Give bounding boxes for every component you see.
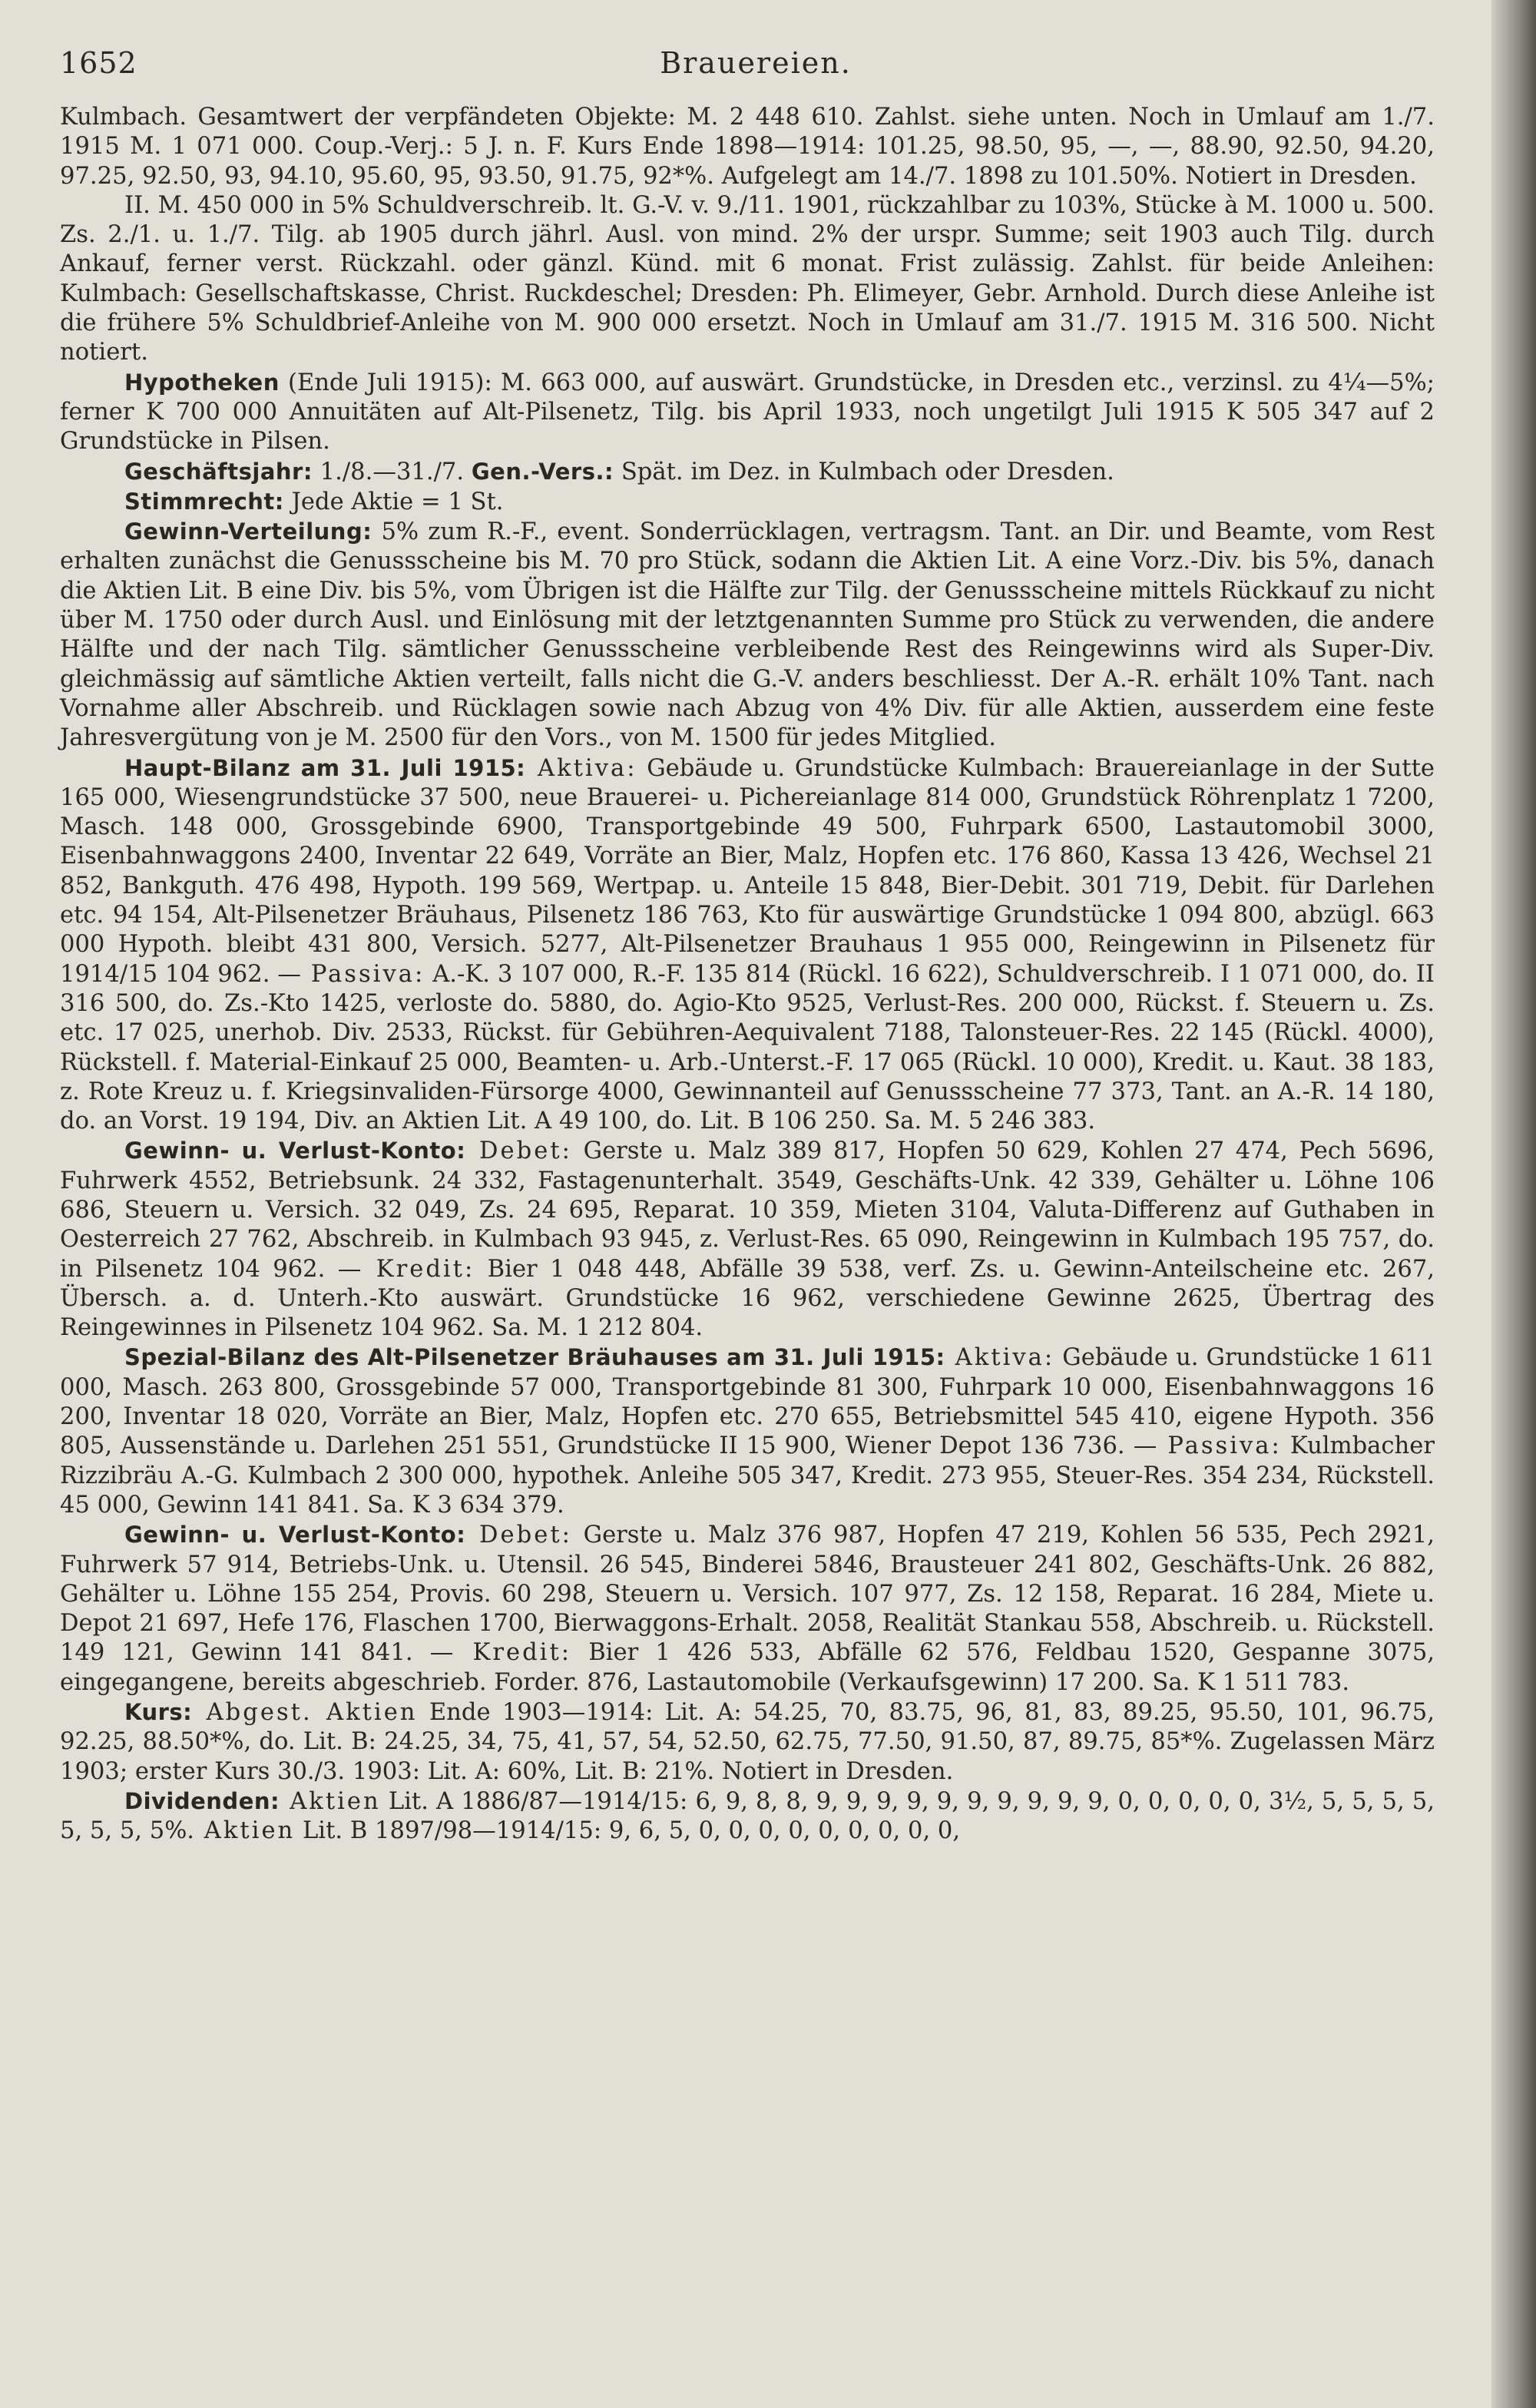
paragraph-hypotheken: Hypotheken (Ende Juli 1915): M. 663 000, auf auswärt. Grundstücke, in Dresden etc., verzinsl. zu 4¼—5%; ferner K 700 000 Annuitäten auf Alt-Pilsenetz, Tilg. bis April 1933, noch ungetilgt Juli 1915 K 505 347 auf 2 Grundstücke in Pilsen. [60, 369, 1435, 455]
section-head: Geschäftsjahr: [124, 458, 313, 485]
body-text [60, 103, 1435, 1847]
section-head: Hypotheken [124, 369, 280, 396]
running-head: Brauereien. [660, 46, 852, 80]
page-number: 1652 [60, 46, 137, 80]
section-head: Kurs: [124, 1699, 193, 1726]
book-gutter-shadow [1491, 0, 1536, 2408]
section-head: Gewinn-Verteilung: [124, 518, 372, 545]
paragraph-geschaeftsjahr: Geschäftsjahr: 1./8.—31./7. Gen.-Vers.: Spät. im Dez. in Kulmbach oder Dresden. [124, 458, 1114, 485]
paragraph-spezial-bilanz: Spezial-Bilanz des Alt-Pilsenetzer Bräuhauses am 31. Juli 1915: Aktiva: Gebäude u. Grundstücke 1 611 000, Masch. 263 800, Grossgebinde 57 000, Transportgebinde 81 300, Fuhrpark 10 000, Eisenbahnwaggons 16 200, Inventar 18 020, Vorräte an Bier, Malz, Hopfen etc. 270 655, Betriebsmittel 545 410, eigene Hypoth. 356 805, Aussenstände u. Darlehen 251 551, Grundstücke II 15 900, Wiener Depot 136 736. — Passiva: Kulmbacher Rizzibräu A.-G. Kulmbach 2 300 000, hypothek. Anleihe 505 347, Kredit. 273 955, Steuer-Res. 354 234, Rückstell. 45 000, Gewinn 141 841. Sa. K 3 634 379. [60, 1344, 1435, 1519]
paragraph-anleihe-ii: II. M. 450 000 in 5% Schuldverschreib. lt. G.-V. v. 9./11. 1901, rückzahlbar zu 103%, Stücke à M. 1000 u. 500. Zs. 2./1. u. 1./7. Tilg. ab 1905 durch jährl. Ausl. von mind. 2% der urspr. Summe; seit 1903 auch Tilg. durch Ankauf, ferner verst. Rückzahl. oder gänzl. Künd. mit 6 monat. Frist zulässig. Zahlst. für beide Anleihen: Kulmbach: Gesellschaftskasse, Christ. Ruckdeschel; Dresden: Ph. Elimeyer, Gebr. Arnhold. Durch diese Anleihe ist die frühere 5% Schuldbrief-Anleihe von M. 900 000 ersetzt. Noch in Umlauf am 31./7. 1915 M. 316 500. Nicht notiert. [60, 191, 1435, 366]
section-head: Stimmrecht: [124, 488, 284, 515]
paragraph-kurs: Kurs: Abgest. Aktien Ende 1903—1914: Lit. A: 54.25, 70, 83.75, 96, 81, 83, 89.25, 95.50, 101, 96.75, 92.25, 88.50*%, do. Lit. B: 24.25, 34, 75, 41, 57, 54, 52.50, 62.75, 77.50, 91.50, 87, 89.75, 85*%. Zugelassen März 1903; erster Kurs 30./3. 1903: Lit. A: 60%, Lit. B: 21%. Notiert in Dresden. [60, 1699, 1435, 1785]
section-head: Spezial-Bilanz des Alt-Pilsenetzer Bräuhauses am 31. Juli 1915: [124, 1344, 945, 1371]
paragraph-gewinn-verlust-pilsenetz: Gewinn- u. Verlust-Konto: Debet: Gerste u. Malz 376 987, Hopfen 47 219, Kohlen 56 535, Pech 2921, Fuhrwerk 57 914, Betriebs-Unk. u. Utensil. 26 545, Binderei 5846, Brausteuer 241 802, Geschäfts-Unk. 26 882, Gehälter u. Löhne 155 254, Provis. 60 298, Steuern u. Versich. 107 977, Zs. 12 158, Reparat. 16 284, Miete u. Depot 21 697, Hefe 176, Flaschen 1700, Bierwaggons-Erhalt. 2058, Realität Stankau 558, Abschreib. u. Rückstell. 149 121, Gewinn 141 841. — Kredit: Bier 1 426 533, Abfälle 62 576, Feldbau 1520, Gespanne 3075, eingegangene, bereits abgeschrieb. Forder. 876, Lastautomobile (Verkaufsgewinn) 17 200. Sa. K 1 511 783. [60, 1522, 1435, 1696]
section-head: Gen.-Vers.: [471, 458, 614, 485]
paragraph-gewinn-verlust-kulmbach: Gewinn- u. Verlust-Konto: Debet: Gerste u. Malz 389 817, Hopfen 50 629, Kohlen 27 474, Pech 5696, Fuhrwerk 4552, Betriebsunk. 24 332, Fastagenunterhalt. 3549, Geschäfts-Unk. 42 339, Gehälter u. Löhne 106 686, Steuern u. Versich. 32 049, Zs. 24 695, Reparat. 10 359, Mieten 3104, Valuta-Differenz auf Guthaben in Oesterreich 27 762, Abschreib. in Kulmbach 93 945, z. Verlust-Res. 65 090, Reingewinn in Kulmbach 195 757, do. in Pilsenetz 104 962. — Kredit: Bier 1 048 448, Abfälle 39 538, verf. Zs. u. Gewinn-Anteilscheine etc. 267, Übersch. a. d. Unterh.-Kto auswärt. Grundstücke 16 962, verschiedene Gewinne 2625, Übertrag des Reingewinnes in Pilsenetz 104 962. Sa. M. 1 212 804. [60, 1138, 1435, 1342]
section-head: Gewinn- u. Verlust-Konto: [124, 1522, 466, 1548]
section-head: Dividenden: [124, 1787, 280, 1814]
page-header [60, 46, 1452, 84]
section-head: Gewinn- u. Verlust-Konto: [124, 1138, 466, 1164]
paragraph-stimmrecht: Stimmrecht: Jede Aktie = 1 St. [124, 488, 504, 515]
paragraph-gewinn-verteilung: Gewinn-Verteilung: 5% zum R.-F., event. Sonderrücklagen, vertragsm. Tant. an Dir. und Beamte, vom Rest erhalten zunächst die Genussscheine bis M. 70 pro Stück, sodann die Aktien Lit. A eine Vorz.-Div. bis 5%, danach die Aktien Lit. B eine Div. bis 5%, vom Übrigen ist die Hälfte zur Tilg. der Genussscheine mittels Rückkauf zu nicht über M. 1750 oder durch Ausl. und Einlösung mit der letztgenannten Summe pro Stück zu verwenden, die andere Hälfte und der nach Tilg. sämtlicher Genussscheine verbleibende Rest des Reingewinns wird als Super-Div. gleichmässig auf sämtliche Aktien verteilt, falls nicht die G.-V. anders beschliesst. Der A.-R. erhält 10% Tant. nach Vornahme aller Abschreib. und Rücklagen sowie nach Abzug von 4% Div. für alle Aktien, ausserdem eine feste Jahresvergütung von je M. 2500 für den Vors., von M. 1500 für jedes Mitglied. [60, 518, 1435, 752]
paragraph-anleihe-i: Kulmbach. Gesamtwert der verpfändeten Objekte: M. 2 448 610. Zahlst. siehe unten. Noch in Umlauf am 1./7. 1915 M. 1 071 000. Coup.-Verj.: 5 J. n. F. Kurs Ende 1898—1914: 101.25, 98.50, 95, —, —, 88.90, 92.50, 94.20, 97.25, 92.50, 93, 94.10, 95.60, 95, 93.50, 91.75, 92*%. Aufgelegt am 14./7. 1898 zu 101.50%. Notiert in Dresden. [60, 104, 1435, 190]
paragraph-dividenden: Dividenden: Aktien Lit. A 1886/87—1914/15: 6, 9, 8, 8, 9, 9, 9, 9, 9, 9, 9, 9, 9, 9, 0, 0, 0, 0, 0, 3½, 5, 5, 5, 5, 5, 5, 5, 5%. Aktien Lit. B 1897/98—1914/15: 9, 6, 5, 0, 0, 0, 0, 0, 0, 0, 0, 0, [60, 1787, 1435, 1845]
paragraph-haupt-bilanz: Haupt-Bilanz am 31. Juli 1915: Aktiva: Gebäude u. Grundstücke Kulmbach: Brauereianlage in der Sutte 165 000, Wiesengrundstücke 37 500, neue Brauerei- u. Pichereianlage 814 000, Grundstück Röhrenplatz 1 7200, Masch. 148 000, Grossgebinde 6900, Transportgebinde 49 500, Fuhrpark 6500, Lastautomobil 3000, Eisenbahnwaggons 2400, Inventar 22 649, Vorräte an Bier, Malz, Hopfen etc. 176 860, Kassa 13 426, Wechsel 21 852, Bankguth. 476 498, Hypoth. 199 569, Wertpap. u. Anteile 15 848, Bier-Debit. 301 719, Debit. für Darlehen etc. 94 154, Alt-Pilsenetzer Bräuhaus, Pilsenetz 186 763, Kto für auswärtige Grundstücke 1 094 800, abzügl. 663 000 Hypoth. bleibt 431 800, Versich. 5277, Alt-Pilsenetzer Brauhaus 1 955 000, Reingewinn in Pilsenetz für 1914/15 104 962. — Passiva: A.-K. 3 107 000, R.-F. 135 814 (Rückl. 16 622), Schuldverschreib. I 1 071 000, do. II 316 500, do. Zs.-Kto 1425, verloste do. 5880, do. Agio-Kto 9525, Verlust-Res. 200 000, Rückst. f. Steuern u. Zs. etc. 17 025, unerhob. Div. 2533, Rückst. für Gebühren-Aequivalent 7188, Talonsteuer-Res. 22 145 (Rückl. 4000), Rückstell. f. Material-Einkauf 25 000, Beamten- u. Arb.-Unterst.-F. 17 065 (Rückl. 10 000), Kredit. u. Kaut. 38 183, z. Rote Kreuz u. f. Kriegsinvaliden-Fürsorge 4000, Gewinnanteil auf Genussscheine 77 373, Tant. an A.-R. 14 180, do. an Vorst. 19 194, Div. an Aktien Lit. A 49 100, do. Lit. B 106 250. Sa. M. 5 246 383. [60, 754, 1435, 1135]
section-head: Haupt-Bilanz am 31. Juli 1915: [124, 754, 526, 781]
